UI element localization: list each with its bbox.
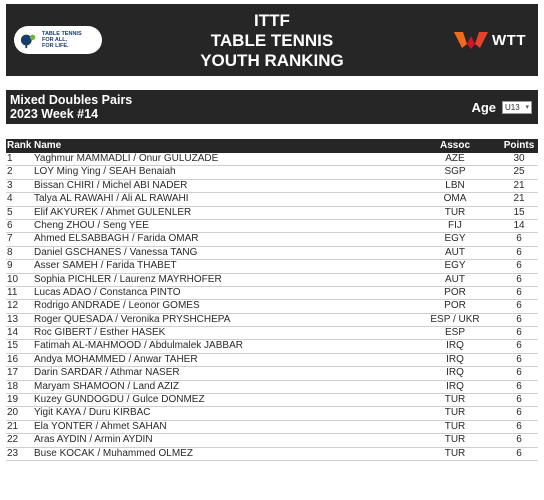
table-row bbox=[6, 327, 538, 340]
assoc-cell: TUR bbox=[444, 206, 466, 218]
points-cell: 21 bbox=[513, 179, 525, 191]
pair-name-cell: Yaghmur MAMMADLI / Onur GULUZADE bbox=[34, 153, 219, 164]
pair-name-cell: Sophia PICHLER / Laurenz MAYRHOFER bbox=[34, 273, 222, 285]
points-cell: 6 bbox=[516, 380, 522, 392]
assoc-cell: ESP bbox=[444, 327, 465, 339]
ranking-info bbox=[10, 93, 132, 121]
header-banner bbox=[6, 4, 538, 76]
points-cell: 6 bbox=[516, 353, 522, 365]
points-cell: 14 bbox=[513, 219, 525, 231]
table-row bbox=[6, 421, 538, 434]
assoc-cell: IRQ bbox=[446, 380, 464, 392]
assoc-cell: EGY bbox=[444, 233, 466, 245]
assoc-cell: TUR bbox=[444, 447, 466, 459]
column-header-points: Points bbox=[503, 140, 535, 151]
table-row bbox=[6, 340, 538, 353]
pair-name-cell: Buse KOCAK / Muhammed OLMEZ bbox=[34, 447, 193, 459]
rank-cell: 1 bbox=[7, 153, 13, 164]
assoc-cell: TUR bbox=[444, 420, 466, 432]
pair-name-cell: Fatimah AL-MAHMOOD / Abdulmalek JABBAR bbox=[34, 340, 243, 352]
pair-name-cell: Ahmed ELSABBAGH / Farida OMAR bbox=[34, 233, 199, 245]
table-row bbox=[6, 233, 538, 246]
points-cell: 30 bbox=[513, 153, 525, 164]
pair-name-cell: Roc GIBERT / Esther HASEK bbox=[34, 327, 166, 339]
rank-cell: 8 bbox=[7, 246, 13, 258]
points-cell: 6 bbox=[516, 313, 522, 325]
assoc-cell: POR bbox=[444, 286, 466, 298]
rank-cell: 21 bbox=[7, 420, 19, 432]
rank-cell: 16 bbox=[7, 353, 19, 365]
pair-name-cell: Darin SARDAR / Athmar NASER bbox=[34, 367, 180, 379]
points-cell: 6 bbox=[516, 327, 522, 339]
points-cell: 15 bbox=[513, 206, 525, 218]
pair-name-cell: Aras AYDIN / Armin AYDIN bbox=[34, 434, 153, 446]
points-cell: 6 bbox=[516, 367, 522, 379]
title-line-1: ITTF bbox=[254, 11, 290, 30]
ranking-week: 2023 Week #14 bbox=[10, 107, 99, 121]
rank-cell: 15 bbox=[7, 340, 19, 352]
rank-cell: 4 bbox=[7, 193, 13, 205]
assoc-cell: FIJ bbox=[448, 219, 462, 231]
points-cell: 6 bbox=[516, 394, 522, 406]
age-filter bbox=[471, 100, 532, 115]
ranking-subheader bbox=[6, 90, 538, 124]
pair-name-cell: Bissan CHIRI / Michel ABI NADER bbox=[34, 179, 188, 191]
points-cell: 21 bbox=[513, 193, 525, 205]
rank-cell: 12 bbox=[7, 300, 19, 312]
table-row bbox=[6, 166, 538, 179]
age-dropdown[interactable] bbox=[502, 101, 532, 114]
table-row bbox=[6, 407, 538, 420]
table-row bbox=[6, 314, 538, 327]
table-row bbox=[6, 434, 538, 447]
assoc-cell: AUT bbox=[445, 246, 465, 258]
assoc-cell: TUR bbox=[444, 394, 466, 406]
assoc-cell: TUR bbox=[444, 407, 466, 419]
table-row bbox=[6, 448, 538, 461]
assoc-cell: AZE bbox=[445, 153, 465, 164]
assoc-cell: OMA bbox=[443, 193, 467, 205]
assoc-cell: AUT bbox=[445, 273, 465, 285]
pair-name-cell: Roger QUESADA / Veronika PRYSHCHEPA bbox=[34, 313, 231, 325]
assoc-cell: EGY bbox=[444, 260, 466, 272]
rank-cell: 9 bbox=[7, 260, 13, 272]
pair-name-cell: Kuzey GUNDOGDU / Gulce DONMEZ bbox=[34, 394, 205, 406]
pair-name-cell: Ela YONTER / Ahmet SAHAN bbox=[34, 420, 167, 432]
points-cell: 6 bbox=[516, 420, 522, 432]
points-cell: 6 bbox=[516, 300, 522, 312]
points-cell: 25 bbox=[513, 166, 525, 178]
table-row bbox=[6, 274, 538, 287]
table-row bbox=[6, 394, 538, 407]
column-header-rank: Rank bbox=[7, 140, 32, 151]
table-row bbox=[6, 220, 538, 233]
assoc-cell: TUR bbox=[444, 434, 466, 446]
rank-cell: 11 bbox=[7, 286, 18, 298]
ranking-table-body bbox=[6, 153, 538, 461]
points-cell: 6 bbox=[516, 434, 522, 446]
rank-cell: 7 bbox=[7, 233, 13, 245]
page-title bbox=[6, 11, 538, 71]
rank-cell: 10 bbox=[7, 273, 19, 285]
table-row bbox=[6, 381, 538, 394]
assoc-cell: IRQ bbox=[446, 367, 464, 379]
rank-cell: 5 bbox=[7, 206, 13, 218]
title-line-3: YOUTH RANKING bbox=[200, 51, 344, 70]
rank-cell: 18 bbox=[7, 380, 19, 392]
pair-name-cell: Asser SAMEH / Farida THABET bbox=[34, 260, 177, 272]
pair-name-cell: Daniel GSCHANES / Vanessa TANG bbox=[34, 246, 198, 258]
rank-cell: 2 bbox=[7, 166, 13, 178]
pair-name-cell: Rodrigo ANDRADE / Leonor GOMES bbox=[34, 300, 200, 312]
assoc-cell: IRQ bbox=[446, 353, 464, 365]
table-row bbox=[6, 354, 538, 367]
points-cell: 6 bbox=[516, 273, 522, 285]
rank-cell: 3 bbox=[7, 179, 13, 191]
title-line-2: TABLE TENNIS bbox=[210, 31, 334, 50]
table-row bbox=[6, 180, 538, 193]
pair-name-cell: Elif AKYUREK / Ahmet GULENLER bbox=[34, 206, 192, 218]
rank-cell: 19 bbox=[7, 394, 19, 406]
assoc-cell: ESP / UKR bbox=[430, 313, 480, 325]
assoc-cell: POR bbox=[444, 300, 466, 312]
age-label: Age bbox=[471, 99, 496, 115]
pair-name-cell: Andya MOHAMMED / Anwar TAHER bbox=[34, 353, 198, 365]
ranking-category: Mixed Doubles Pairs bbox=[10, 93, 133, 107]
rank-cell: 17 bbox=[7, 367, 19, 379]
points-cell: 6 bbox=[516, 407, 522, 419]
chevron-down-icon: ▾ bbox=[525, 104, 529, 111]
table-row bbox=[6, 193, 538, 206]
pair-name-cell: Maryam SHAMOON / Land AZIZ bbox=[34, 380, 180, 392]
points-cell: 6 bbox=[516, 286, 522, 298]
points-cell: 6 bbox=[516, 447, 522, 459]
pair-name-cell: Yigit KAYA / Duru KIRBAC bbox=[34, 407, 151, 419]
points-cell: 6 bbox=[516, 233, 522, 245]
rank-cell: 22 bbox=[7, 434, 19, 446]
pair-name-cell: Talya AL RAWAHI / Ali AL RAWAHI bbox=[34, 193, 189, 205]
rank-cell: 6 bbox=[7, 219, 13, 231]
rank-cell: 23 bbox=[7, 447, 19, 459]
rank-cell: 20 bbox=[7, 407, 19, 419]
pair-name-cell: Cheng ZHOU / Seng YEE bbox=[34, 219, 149, 231]
column-header-name: Name bbox=[34, 140, 62, 151]
table-row bbox=[6, 287, 538, 300]
pair-name-cell: LOY Ming Ying / SEAH Benaiah bbox=[34, 166, 176, 178]
wtt-brand-text: WTT bbox=[492, 31, 526, 49]
assoc-cell: IRQ bbox=[446, 340, 464, 352]
table-row bbox=[6, 247, 538, 260]
points-cell: 6 bbox=[516, 246, 522, 258]
points-cell: 6 bbox=[516, 340, 522, 352]
table-row bbox=[6, 207, 538, 220]
table-row bbox=[6, 260, 538, 273]
rank-cell: 14 bbox=[7, 327, 19, 339]
table-row bbox=[6, 153, 538, 166]
table-row bbox=[6, 367, 538, 380]
points-cell: 6 bbox=[516, 260, 522, 272]
assoc-cell: LBN bbox=[445, 179, 465, 191]
rank-cell: 13 bbox=[7, 313, 19, 325]
ittf-logo-text: TABLE TENNIS FOR ALL, FOR LIFE. bbox=[42, 31, 82, 49]
pair-name-cell: Lucas ADAO / Constanca PINTO bbox=[34, 286, 181, 298]
age-dropdown-value: U13 bbox=[505, 102, 520, 112]
table-row bbox=[6, 300, 538, 313]
table-header bbox=[6, 139, 538, 153]
assoc-cell: SGP bbox=[444, 166, 466, 178]
column-header-assoc: Assoc bbox=[439, 140, 470, 151]
